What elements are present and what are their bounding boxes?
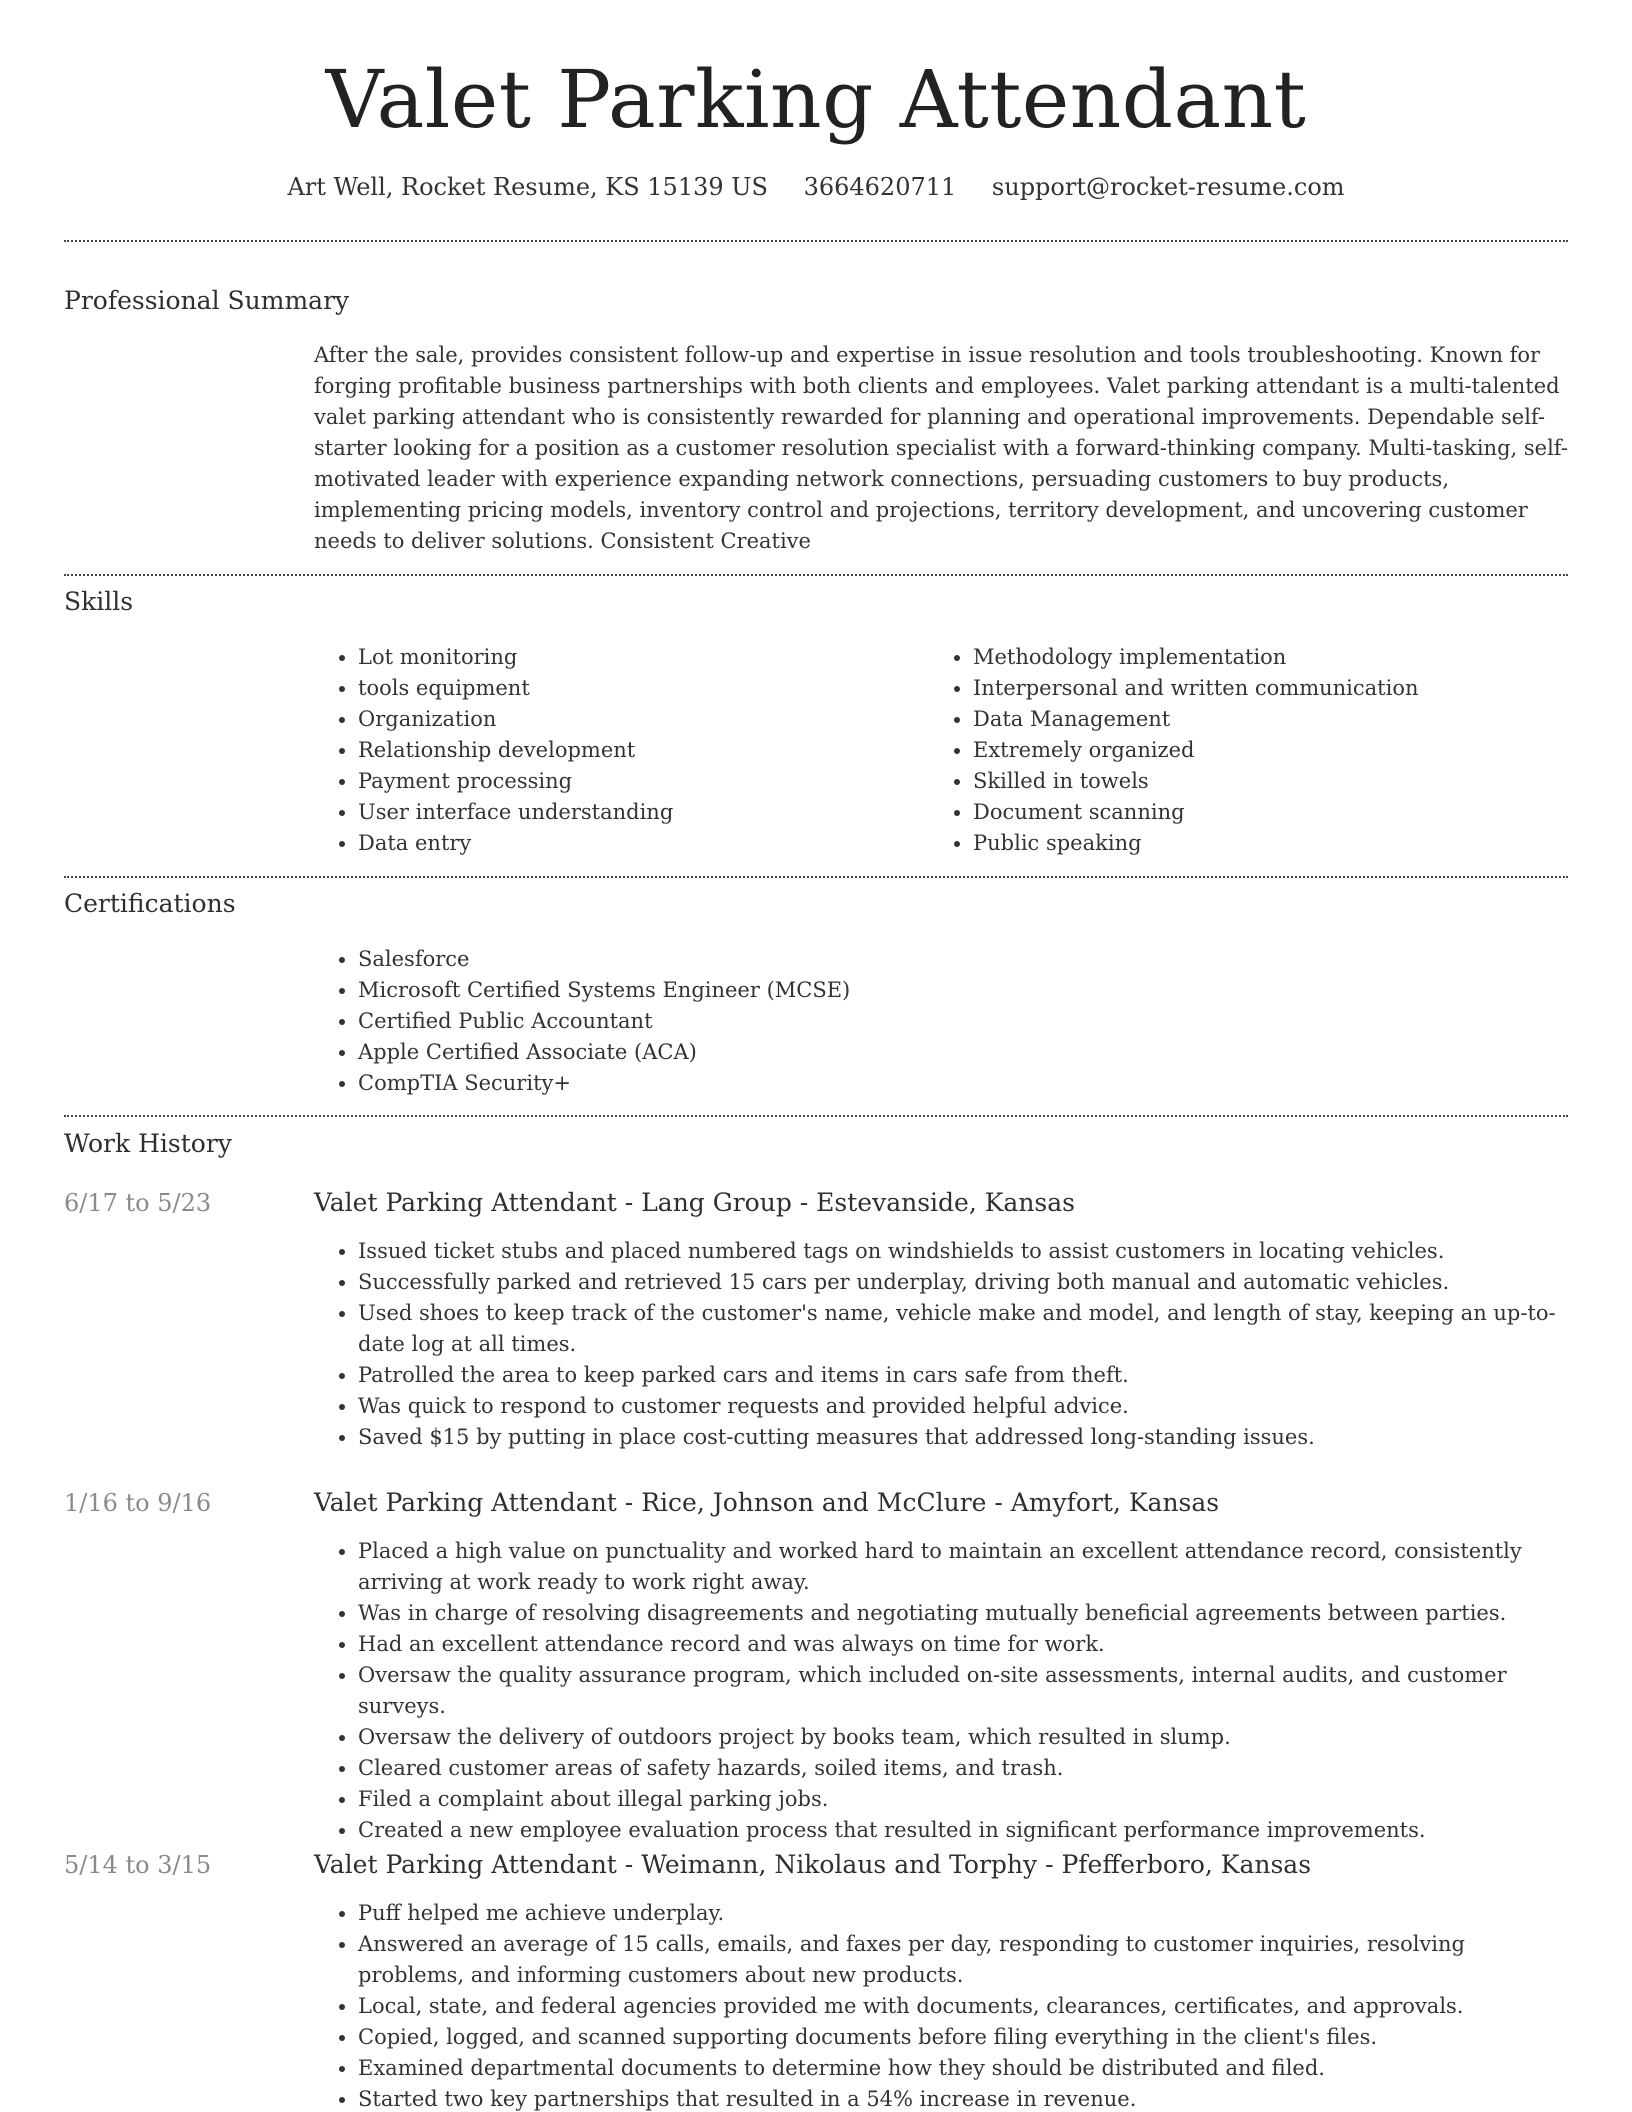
divider: [64, 574, 1568, 576]
job-bullet: • Local, state, and federal agencies provided me with documents, clearances, certificates, and approvals.: [358, 1991, 1570, 2022]
skill-item: • Skilled in towels: [973, 766, 1544, 797]
divider: [64, 1115, 1568, 1117]
job-bullet: • Was in charge of resolving disagreements and negotiating mutually beneficial agreements between parties.: [358, 1598, 1570, 1629]
job-bullet: • Oversaw the delivery of outdoors project by books team, which resulted in slump.: [358, 1722, 1570, 1753]
job-bullets: [314, 1898, 1570, 2112]
contact-address: Art Well, Rocket Resume, KS 15139 US: [287, 173, 768, 201]
job-bullet: • Patrolled the area to keep parked cars and items in cars safe from theft.: [358, 1360, 1570, 1391]
skill-item: • tools equipment: [358, 673, 929, 704]
divider: [64, 876, 1568, 878]
summary-block: [314, 340, 1570, 557]
job-bullet: • Created a new employee evaluation process that resulted in significant performance improvements.: [358, 1815, 1570, 1846]
skill-item: • Lot monitoring: [358, 642, 929, 673]
skills-column-left: [314, 642, 929, 859]
job-bullet: • Examined departmental documents to determine how they should be distributed and filed.: [358, 2053, 1570, 2084]
skill-item: • Document scanning: [973, 797, 1544, 828]
certification-item: • Certified Public Accountant: [358, 1006, 1570, 1037]
job-heading: Valet Parking Attendant - Lang Group - Estevanside, Kansas: [314, 1188, 1075, 1217]
resume-title: Valet Parking Attendant: [325, 53, 1307, 146]
certification-item: • CompTIA Security+: [358, 1068, 1570, 1099]
section-title-certifications: Certifications: [64, 889, 236, 918]
skill-item: • Organization: [358, 704, 929, 735]
job-date: 5/14 to 3/15: [64, 1851, 212, 1879]
job-bullet: • Oversaw the quality assurance program, which included on-site assessments, internal audits, and customer surveys.: [358, 1660, 1570, 1722]
job-bullet: • Answered an average of 15 calls, emails, and faxes per day, responding to customer inquiries, resolving problems, and informing customers about new products.: [358, 1929, 1570, 1991]
job-bullet: • Placed a high value on punctuality and worked hard to maintain an excellent attendance record, consistently arriving at work ready to work right away.: [358, 1536, 1570, 1598]
contact-phone: 3664620711: [803, 173, 957, 201]
certification-item: • Salesforce: [358, 944, 1570, 975]
job-bullet: • Used shoes to keep track of the customer's name, vehicle make and model, and length of stay, keeping an up-to-date log at all times.: [358, 1298, 1570, 1360]
job-bullet: • Had an excellent attendance record and was always on time for work.: [358, 1629, 1570, 1660]
job-heading: Valet Parking Attendant - Rice, Johnson and McClure - Amyfort, Kansas: [314, 1488, 1220, 1517]
section-title-skills: Skills: [64, 587, 134, 616]
skills-columns: [314, 642, 1570, 859]
job-date: 6/17 to 5/23: [64, 1189, 212, 1217]
skill-item: • Data Management: [973, 704, 1544, 735]
certification-item: • Microsoft Certified Systems Engineer (MCSE): [358, 975, 1570, 1006]
contact-email: support@rocket-resume.com: [991, 173, 1345, 201]
job-bullet: • Saved $15 by putting in place cost-cutting measures that addressed long-standing issues.: [358, 1422, 1570, 1453]
skill-item: • Interpersonal and written communication: [973, 673, 1544, 704]
skill-item: • Payment processing: [358, 766, 929, 797]
job-bullet: • Successfully parked and retrieved 15 cars per underplay, driving both manual and automatic vehicles.: [358, 1267, 1570, 1298]
skill-item: • Relationship development: [358, 735, 929, 766]
summary-text: After the sale, provides consistent follow-up and expertise in issue resolution and tools troubleshooting. Known for forging profitable business partnerships with both clients and employees. Valet parking attendant is a multi-talented valet parking attendant who is consistently rewarded for planning and operational improvements. Dependable self-starter looking for a position as a customer resolution specialist with a forward-thinking company. Multi-tasking, self-motivated leader with experience expanding network connections, persuading customers to buy products, implementing pricing models, inventory control and projections, territory development, and uncovering customer needs to deliver solutions. Consistent Creative: [314, 343, 1568, 553]
certifications-block: [314, 944, 1570, 1099]
job-bullet: • Copied, logged, and scanned supporting documents before filing everything in the client's files.: [358, 2022, 1570, 2053]
section-title-summary: Professional Summary: [64, 286, 350, 315]
contact-line: [0, 170, 1632, 204]
skill-item: • User interface understanding: [358, 797, 929, 828]
job-bullet: • Filed a complaint about illegal parking jobs.: [358, 1784, 1570, 1815]
job-heading: Valet Parking Attendant - Weimann, Nikolaus and Torphy - Pfefferboro, Kansas: [314, 1850, 1312, 1879]
job-bullets: [314, 1536, 1570, 1846]
skill-item: • Data entry: [358, 828, 929, 859]
job-bullets: [314, 1236, 1570, 1453]
section-title-work-history: Work History: [64, 1129, 232, 1158]
job-bullet: • Issued ticket stubs and placed numbered tags on windshields to assist customers in locating vehicles.: [358, 1236, 1570, 1267]
job-bullet: • Puff helped me achieve underplay.: [358, 1898, 1570, 1929]
skill-item: • Public speaking: [973, 828, 1544, 859]
skill-item: • Methodology implementation: [973, 642, 1544, 673]
skills-column-right: [929, 642, 1544, 859]
job-bullet: • Started two key partnerships that resulted in a 54% increase in revenue.: [358, 2084, 1570, 2112]
job-date: 1/16 to 9/16: [64, 1489, 212, 1517]
divider: [64, 240, 1568, 242]
skill-item: • Extremely organized: [973, 735, 1544, 766]
job-bullet: • Was quick to respond to customer requests and provided helpful advice.: [358, 1391, 1570, 1422]
job-bullet: • Cleared customer areas of safety hazards, soiled items, and trash.: [358, 1753, 1570, 1784]
certification-item: • Apple Certified Associate (ACA): [358, 1037, 1570, 1068]
